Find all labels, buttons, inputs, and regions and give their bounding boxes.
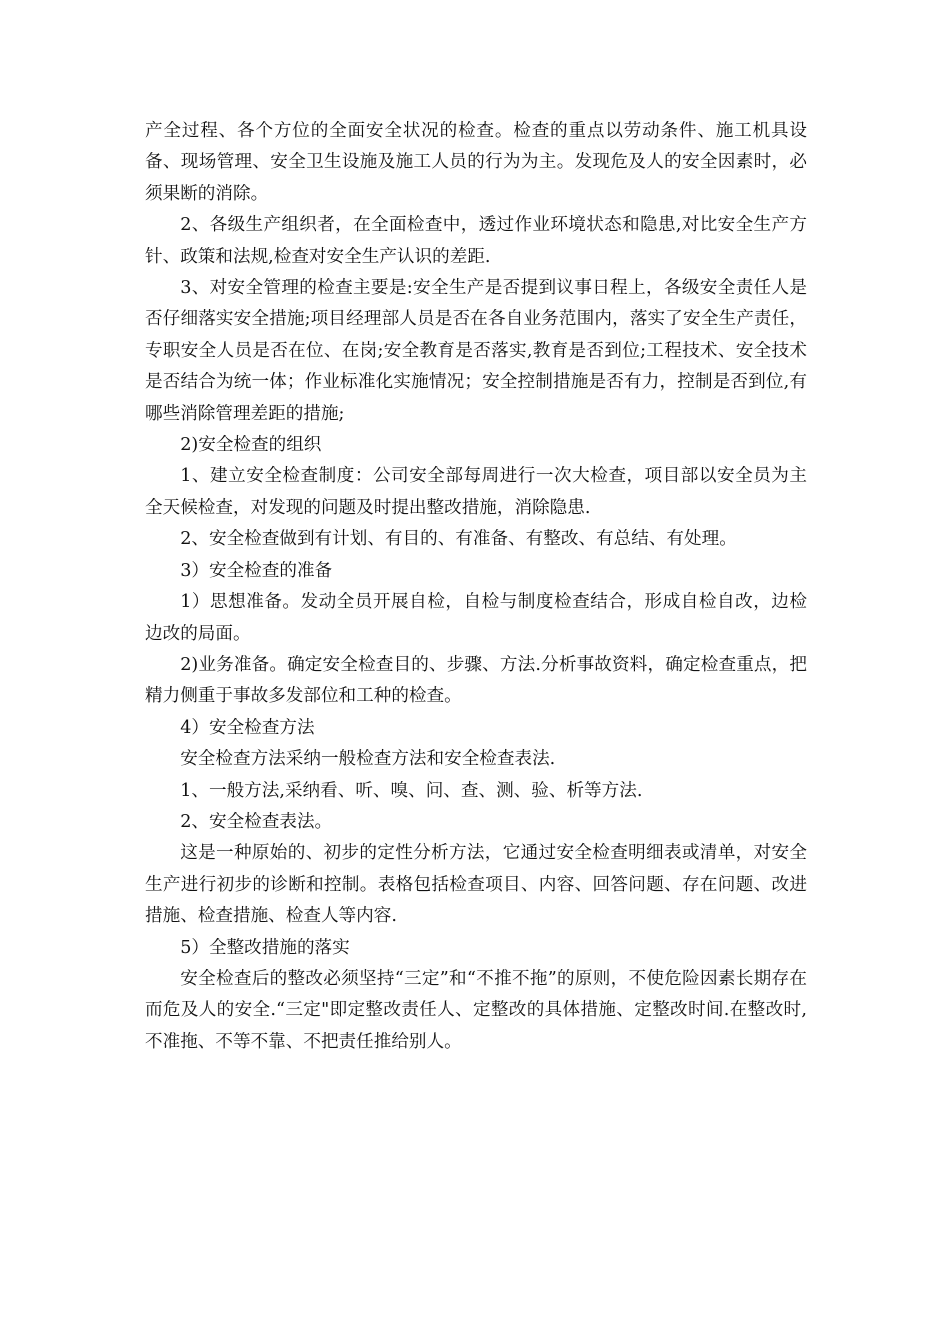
section-heading-2: 2)安全检查的组织 (180, 435, 322, 456)
paragraph-7: 2)业务准备。确定安全检查目的、步骤、方法.分析事故资料，确定检查重点，把精力侧重于事故多发部位和工种的检查。 (145, 654, 807, 707)
paragraph-12: 安全检查后的整改必须坚持“三定”和“不推不拖”的原则，不使危险因素长期存在而危及人的安全.“三定"即定整改责任人、定整改的具体措施、定整改时间.在整改时,不准拖、不等不靠、不把责任推给别人。 (145, 968, 807, 1052)
document-page (145, 116, 807, 1058)
paragraph-6: 1）思想准备。发动全员开展自检，自检与制度检查结合，形成自检自改，边检边改的局面。 (145, 592, 807, 644)
paragraph-1: 产全过程、各个方位的全面安全状况的检查。检查的重点以劳动条件、施工机具设备、现场管理、安全卫生设施及施工人员的行为为主。发现危及人的安全因素时，必须果断的消除。 (145, 121, 807, 204)
section-heading-3: 3）安全检查的准备 (180, 560, 333, 581)
paragraph-11: 这是一种原始的、初步的定性分析方法，它通过安全检查明细表或清单，对安全生产进行初步的诊断和控制。表格包括检查项目、内容、回答问题、存在问题、改进措施、检查措施、检查人等内容. (145, 843, 807, 927)
paragraph-8: 安全检查方法采纳一般检查方法和安全检查表法. (180, 749, 556, 770)
paragraph-2: 2、各级生产组织者，在全面检查中，透过作业环境状态和隐患,对比安全生产方针、政策和法规,检查对安全生产认识的差距. (145, 215, 807, 267)
paragraph-3: 3、对安全管理的检查主要是:安全生产是否提到议事日程上，各级安全责任人是否仔细落实安全措施;项目经理部人员是否在各自业务范围内，落实了安全生产责任，专职安全人员是否在位、在岗;安全教育是否落实,教育是否到位;工程技术、安全技术是否结合为统一体；作业标准化实施情况；安全控制措施是否有力，控制是否到位,有哪些消除管理差距的措施; (145, 278, 807, 424)
paragraph-9: 1、一般方法,采纳看、听、嗅、问、查、测、验、析等方法. (180, 780, 643, 801)
section-heading-5: 5）全整改措施的落实 (180, 937, 350, 958)
paragraph-10: 2、安全检查表法。 (180, 811, 333, 832)
section-heading-4: 4）安全检查方法 (180, 717, 315, 738)
paragraph-5: 2、安全检查做到有计划、有目的、有准备、有整改、有总结、有处理。 (180, 529, 737, 550)
paragraph-4: 1、建立安全检查制度：公司安全部每周进行一次大检查，项目部以安全员为主全天候检查，对发现的问题及时提出整改措施，消除隐患. (145, 466, 807, 518)
